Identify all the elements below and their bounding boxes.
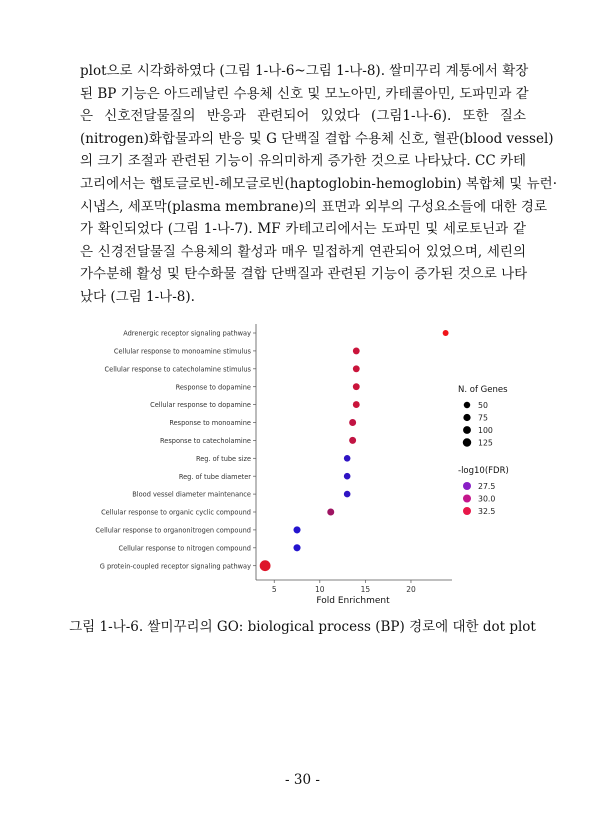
page-number: - 30 -: [285, 772, 320, 788]
body-line: 났다 (그림 1-나-8).: [80, 288, 195, 305]
body-line: 가 확인되었다 (그림 1-나-7). MF 카테고리에서는 도파민 및 세로토닌과 같: [80, 221, 526, 238]
size-legend-label: 75: [478, 413, 488, 423]
body-line: 고리에서는 햅토글로빈-헤모글로빈(haptoglobin-hemoglobin) 복합체 및 뉴런·: [80, 175, 558, 192]
data-point: [327, 509, 334, 516]
data-point: [353, 365, 360, 372]
data-point: [349, 437, 356, 444]
color-legend-label: 27.5: [478, 482, 496, 491]
x-tick-label: 20: [406, 585, 416, 594]
category-label: G protein-coupled receptor signaling pathway: [99, 562, 251, 571]
body-text: [80, 60, 558, 309]
size-legend-label: 50: [478, 401, 488, 410]
body-line: (nitrogen)화합물과의 반응 및 G 단백질 결합 수용체 신호, 혈관(blood vessel): [80, 130, 554, 147]
x-tick-label: 15: [360, 585, 371, 594]
data-point: [443, 330, 449, 336]
category-label: Cellular response to nitrogen compound: [118, 544, 251, 553]
plot-axes: [253, 324, 452, 580]
size-legend-dot: [463, 426, 471, 434]
figure-caption: 그림 1-나-6. 쌀미꾸리의 GO: biological process (BP) 경로에 대한 dot plot: [69, 619, 536, 635]
color-legend-label: 32.5: [478, 507, 496, 516]
x-tick-label: 10: [315, 585, 325, 594]
body-line: 가수분해 활성 및 탄수화물 결합 단백질과 관련된 기능이 증가된 것으로 나타: [80, 266, 528, 283]
body-line: 된 BP 기능은 아드레날린 수용체 신호 및 모노아민, 카테콜아민, 도파민과 같: [80, 85, 529, 102]
color-legend-title: -log10(FDR): [458, 466, 509, 476]
x-ticks: [272, 580, 416, 594]
category-labels: [95, 330, 251, 571]
category-label: Response to monoamine: [169, 419, 251, 428]
legend: [458, 385, 509, 516]
data-point: [344, 455, 351, 462]
data-point: [353, 383, 360, 390]
color-legend-dot: [463, 507, 471, 515]
dot-plot-svg: [80, 318, 540, 610]
data-point: [349, 419, 356, 426]
category-label: Cellular response to organonitrogen compound: [95, 526, 251, 535]
go-bp-dot-plot: [80, 318, 540, 610]
category-label: Blood vessel diameter maintenance: [132, 490, 251, 499]
category-label: Response to catecholamine: [160, 437, 251, 445]
color-legend-dot: [463, 482, 471, 490]
data-point: [344, 473, 351, 480]
body-line: 의 크기 조절과 관련된 기능이 유의미하게 증가한 것으로 나타났다. CC 카테: [80, 153, 527, 170]
x-tick-label: 5: [271, 585, 277, 594]
category-label: Cellular response to monoamine stimulus: [113, 347, 251, 356]
size-legend-dot: [463, 438, 471, 446]
body-line: 시냅스, 세포막(plasma membrane)의 표면과 외부의 구성요소들에 대한 경로: [80, 198, 548, 215]
category-label: Cellular response to catecholamine stimulus: [104, 365, 251, 374]
category-label: Cellular response to organic cyclic compound: [101, 508, 251, 517]
color-legend-label: 30.0: [478, 494, 496, 504]
data-point: [293, 544, 300, 551]
data-point: [260, 560, 271, 571]
category-label: Cellular response to dopamine: [150, 401, 251, 410]
category-label: Adrenergic receptor signaling pathway: [123, 329, 251, 338]
size-legend-title: N. of Genes: [458, 385, 508, 395]
data-points: [260, 330, 449, 571]
body-line: 은 신호전달물질의 반응과 관련되어 있었다 (그림1-나-6). 또한 질소: [80, 108, 526, 125]
size-legend-dot: [463, 414, 470, 421]
data-point: [293, 526, 300, 533]
category-label: Reg. of tube size: [195, 454, 251, 463]
size-legend-label: 100: [478, 426, 493, 435]
color-legend-dot: [463, 495, 471, 503]
data-point: [353, 401, 360, 408]
data-point: [344, 491, 351, 498]
category-label: Response to dopamine: [175, 383, 251, 392]
body-line: plot으로 시각화하였다 (그림 1-나-6~그림 1-나-8). 쌀미꾸리 계통에서 확장: [80, 63, 529, 79]
data-point: [353, 347, 360, 354]
size-legend-dot: [464, 402, 470, 408]
x-axis-label: Fold Enrichment: [316, 596, 390, 606]
body-line: 은 신경전달물질 수용체의 활성과 매우 밀접하게 연관되어 있었으며, 세린의: [80, 243, 526, 260]
size-legend-label: 125: [478, 438, 493, 448]
category-label: Reg. of tube diameter: [178, 472, 251, 481]
